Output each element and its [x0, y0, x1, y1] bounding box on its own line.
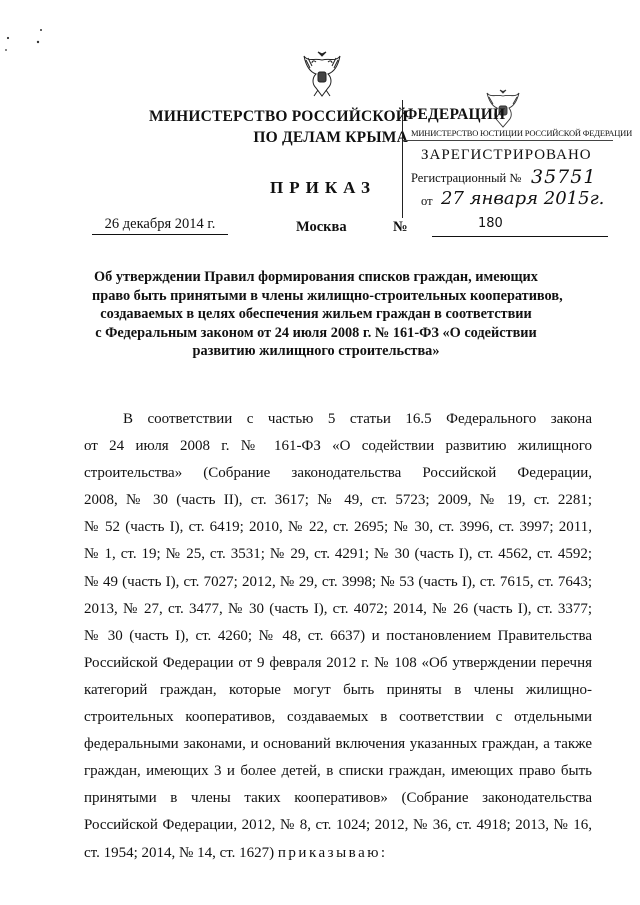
body-line: В соответствии с частью 5 статьи 16.5 Федерального закона — [123, 411, 592, 427]
stamp-divider — [403, 140, 613, 141]
body-line: Российской Федерации, 2012, № 8, ст. 1024; 2012, № 36, ст. 4918; 2013, № 16, — [84, 817, 592, 834]
body-line: № 30 (часть I), ст. 4260; № 48, ст. 6637) и постановлением Правительства — [84, 627, 592, 644]
body-line: № 1, ст. 19; № 25, ст. 3531; № 29, ст. 4291; № 30 (часть I), ст. 4562, ст. 4592; — [84, 546, 592, 563]
ministry-line-2: ПО ДЕЛАМ КРЫМА — [253, 129, 408, 146]
body-line: Российской Федерации от 9 февраля 2012 г. № 108 «Об утверждении перечня — [84, 654, 592, 671]
order-number-underline — [432, 236, 608, 237]
order-number: 180 — [478, 216, 503, 231]
stamp-registered: ЗАРЕГИСТРИРОВАНО — [421, 147, 592, 163]
body-line: категорий граждан, которые могут быть приняты в члены жилищно- — [84, 681, 592, 698]
body-line: граждан, имеющих 3 и более детей, в списки граждан, имеющих право быть — [84, 763, 592, 780]
title-line: с Федеральным законом от 24 июля 2008 г. № 161-ФЗ «О содействии — [95, 324, 537, 341]
body-last-line — [84, 840, 592, 867]
stamp-heading: ФЕДЕРАЦИИ — [404, 106, 506, 123]
title-line: развитию жилищного строительства» — [192, 343, 440, 360]
body-line: федеральными законами, и оснований включения указанных граждан, а также — [84, 736, 592, 753]
order-number-sign: № — [393, 219, 408, 235]
body-line: № 52 (часть I), ст. 6419; 2010, № 22, ст. 2695; № 30, ст. 3996, ст. 3997; 2011, — [84, 519, 592, 536]
stamp-reg-number: 35751 — [531, 166, 597, 188]
stamp-reg-label: Регистрационный № — [411, 171, 522, 185]
body-line: принятыми в члены таких кооперативов» (Собрание законодательства — [84, 790, 592, 807]
body-line: 2008, № 30 (часть II), ст. 3617; № 49, ст. 5723; 2009, № 19, ст. 2281; — [84, 492, 592, 509]
order-title — [92, 268, 563, 361]
ministry-name — [90, 106, 408, 148]
body-line: № 49 (часть I), ст. 7027; 2012, № 29, ст. 3998; № 53 (часть I), ст. 7615, ст. 7643; — [84, 573, 592, 590]
ministry-line-1: МИНИСТЕРСТВО РОССИЙСКОЙ — [148, 108, 408, 125]
order-city: Москва — [296, 219, 347, 235]
title-line: право быть принятыми в члены жилищно-строительных кооперативов, — [92, 287, 563, 304]
body-line: от 24 июля 2008 г. № 161-ФЗ «О содействии развитию жилищного — [84, 438, 592, 455]
body-line: 2013, № 27, ст. 3477, № 30 (часть I), ст. 4072; 2014, № 26 (часть I), ст. 3377; — [84, 600, 592, 617]
stamp-reg-date: 27 января 2015г. — [441, 188, 605, 209]
stamp-ministry: МИНИСТЕРСТВО ЮСТИЦИИ РОССИЙСКОЙ ФЕДЕРАЦИИ — [411, 128, 633, 138]
document-type: ПРИКАЗ — [270, 178, 376, 197]
stamp-date-label: от — [421, 194, 433, 208]
order-body — [84, 406, 592, 867]
order-date: 26 декабря 2014 г. — [92, 216, 228, 235]
closing-word: приказываю: — [277, 844, 388, 861]
scan-marks — [4, 24, 44, 54]
body-line-text: ст. 1954; 2014, № 14, ст. 1627) — [84, 844, 275, 861]
coat-of-arms-icon — [300, 50, 344, 100]
title-line: создаваемых в целях обеспечения жильем граждан в соответствии — [100, 306, 532, 323]
body-line: строительства» (Собрание законодательства Российской Федерации, — [84, 465, 592, 482]
body-line: строительных кооперативов, создаваемых в соответствии с отдельными — [84, 709, 592, 726]
title-line: Об утверждении Правил формирования списков граждан, имеющих — [94, 269, 538, 285]
